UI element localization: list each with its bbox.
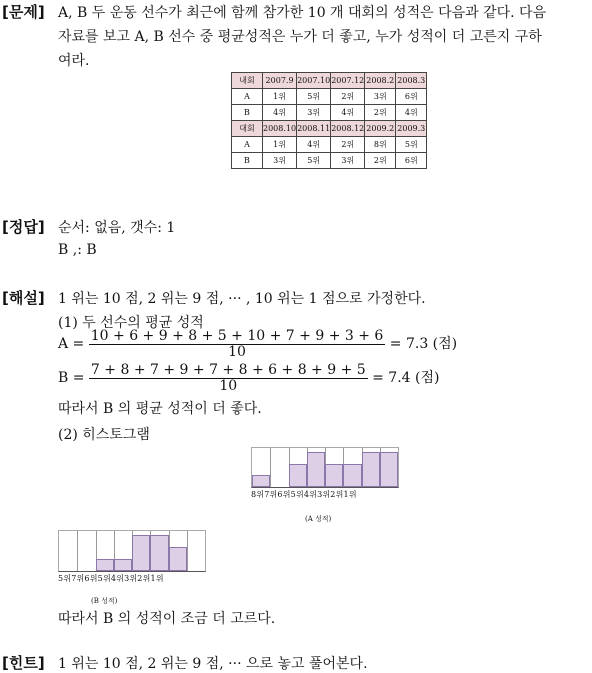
table-cell: 1위 xyxy=(263,89,297,105)
table-header-cell: 2007.9 xyxy=(263,73,297,89)
table-header-cell: 2008.10 xyxy=(263,121,297,137)
table-cell: 4위 xyxy=(263,105,297,121)
histogram-bar xyxy=(252,475,270,487)
table-cell: 5위 xyxy=(297,153,331,169)
histogram-a-caption: (A 성적) xyxy=(305,515,332,523)
table-row xyxy=(232,105,427,121)
formula-a xyxy=(58,328,457,359)
answer-line-2: B ,: B xyxy=(58,242,97,258)
formula-b-fraction xyxy=(89,362,368,393)
problem-line-1: A, B 두 운동 선수가 최근에 함께 참가한 10 개 대회의 성적은 다음과 같다. 다음 xyxy=(58,5,547,21)
table-cell: 2위 xyxy=(365,105,396,121)
table-cell: 2위 xyxy=(331,89,365,105)
table-cell: 3위 xyxy=(365,89,396,105)
histogram-bar xyxy=(380,452,398,487)
table-header-cell: 내회 xyxy=(232,73,263,89)
table-row xyxy=(232,89,427,105)
table-header-row xyxy=(232,73,427,89)
table-row xyxy=(232,137,427,153)
table-cell: 3위 xyxy=(331,153,365,169)
table-cell: 6위 xyxy=(396,89,427,105)
solution-intro: 1 위는 10 점, 2 위는 9 점, ··· , 10 위는 1 점으로 가정한다. xyxy=(58,291,426,307)
histogram-b-caption: (B 성적) xyxy=(91,597,118,605)
table-cell: 5위 xyxy=(297,89,331,105)
results-table xyxy=(231,72,427,169)
table-header-cell: 2007.12 xyxy=(331,73,365,89)
histogram-a xyxy=(251,447,399,527)
table-header-cell: 대회 xyxy=(232,121,263,137)
formula-a-fraction xyxy=(89,328,386,359)
table-row xyxy=(232,153,427,169)
formula-a-numerator: 10 + 6 + 9 + 8 + 5 + 10 + 7 + 9 + 3 + 6 xyxy=(90,328,384,344)
table-cell: A xyxy=(232,137,263,153)
table-cell: 4위 xyxy=(396,105,427,121)
part2-title: (2) 히스토그램 xyxy=(58,427,150,443)
table-header-cell: 2009.2 xyxy=(365,121,396,137)
histogram-gridline xyxy=(187,531,188,571)
histogram-bar xyxy=(114,559,132,571)
conclusion-1: 따라서 B 의 평균 성적이 더 좋다. xyxy=(58,401,262,417)
histogram-bar xyxy=(307,452,325,487)
table-cell: A xyxy=(232,89,263,105)
formula-b-lhs: B = xyxy=(58,369,85,386)
formula-b-numerator: 7 + 8 + 7 + 9 + 7 + 8 + 6 + 8 + 9 + 5 xyxy=(90,362,366,378)
table-header-cell: 2008.3 xyxy=(396,73,427,89)
table-cell: 8위 xyxy=(365,137,396,153)
table-header-row xyxy=(232,121,427,137)
table-cell: 4위 xyxy=(331,105,365,121)
solution-label: [해설] xyxy=(2,289,45,307)
table-header-cell: 2008.12 xyxy=(331,121,365,137)
histogram-bar xyxy=(150,535,168,571)
table-cell: 3위 xyxy=(297,105,331,121)
histogram-gridline xyxy=(77,531,78,571)
histogram-bar xyxy=(96,559,114,571)
histogram-a-axis-labels: 8위7위6위5위4위3위2위1위 xyxy=(251,490,357,499)
table-cell: B xyxy=(232,153,263,169)
formula-b xyxy=(58,362,439,393)
table-header-cell: 2009.3 xyxy=(396,121,427,137)
conclusion-2: 따라서 B 의 성적이 조금 더 고르다. xyxy=(58,611,276,627)
table-cell: 2위 xyxy=(331,137,365,153)
formula-b-denominator: 10 xyxy=(219,378,238,394)
table-cell: B xyxy=(232,105,263,121)
formula-a-denominator: 10 xyxy=(228,344,246,360)
histogram-bar xyxy=(325,464,343,487)
histogram-bar xyxy=(132,535,150,571)
hint-label: [힌트] xyxy=(2,654,45,672)
table-cell: 6위 xyxy=(396,153,427,169)
table-header-cell: 2007.10 xyxy=(297,73,331,89)
histogram-bar xyxy=(343,464,361,487)
formula-a-rhs: = 7.3 (점) xyxy=(389,335,458,352)
table-header-cell: 2008.2 xyxy=(365,73,396,89)
histogram-bar xyxy=(289,464,307,487)
formula-b-rhs: = 7.4 (점) xyxy=(372,369,440,386)
answer-label: [정답] xyxy=(2,218,45,236)
histogram-bar xyxy=(362,452,380,487)
problem-line-3: 여라. xyxy=(58,53,90,69)
table-cell: 3위 xyxy=(263,153,297,169)
hint-text: 1 위는 10 점, 2 위는 9 점, ··· 으로 놓고 풀어본다. xyxy=(58,656,368,672)
histogram-gridline xyxy=(270,448,271,487)
histogram-a-plot xyxy=(251,447,399,488)
histogram-b-plot xyxy=(58,530,206,572)
problem-label: [문제] xyxy=(2,3,45,21)
part1-title: (1) 두 선수의 평균 성적 xyxy=(58,315,204,331)
formula-a-lhs: A = xyxy=(58,335,85,352)
histogram-b-axis-labels: 5위7위6위5위4위3위2위1위 xyxy=(58,574,164,583)
table-header-cell: 2008.11 xyxy=(297,121,331,137)
histogram-bar xyxy=(169,547,187,571)
table-cell: 1위 xyxy=(263,137,297,153)
answer-line-1: 순서: 없음, 갯수: 1 xyxy=(58,220,176,236)
table-cell: 4위 xyxy=(297,137,331,153)
table-cell: 2위 xyxy=(365,153,396,169)
table-cell: 5위 xyxy=(396,137,427,153)
problem-line-2: 자료를 보고 A, B 선수 중 평균성적은 누가 더 좋고, 누가 성적이 더 고른지 구하 xyxy=(58,29,542,45)
